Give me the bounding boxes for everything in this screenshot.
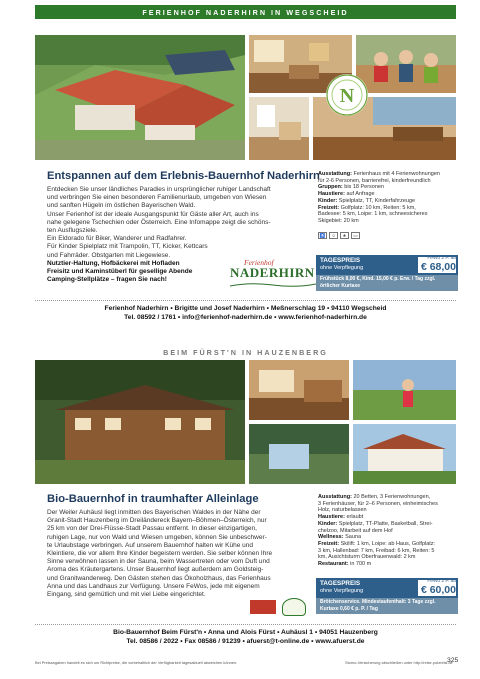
- section1-banner: [35, 5, 456, 19]
- section2-desc-line: Sinne verwöhnen lassen in der Sauna, beim Wassertreten oder vom Duft und: [47, 558, 270, 566]
- svg-text:N: N: [339, 85, 355, 107]
- fact-line: Ausstattung: Ferienhaus mit 4 Ferienwohnungen: [318, 171, 440, 177]
- farmhouse-exterior-photo: [353, 424, 456, 484]
- fact-line: Skigebiet: 20 km: [318, 217, 359, 224]
- section1-desc-line: Für Kinder Spielplatz mit Trampolin, TT, Kicker, Kettcars: [47, 243, 208, 251]
- fact-line: 3 Ferienhäuser, für 2–6 Personen, einheimisches: [318, 500, 438, 507]
- contact-line: Tel. 08592 / 1761 • info@ferienhof-naderhirn.de • www.ferienhof-naderhirn.de: [124, 314, 367, 321]
- section2-desc-line: und Granitwanderweg. Den Gästen stehen das Ökoholzhaus, das Ferienhaus: [47, 574, 271, 582]
- fact-line: Haustiere: auf Anfrage: [318, 191, 375, 198]
- section1-desc-line: ten Ausflugsziele.: [47, 227, 98, 235]
- child-icon: ☺: [329, 232, 338, 239]
- wooden-house-photo: [35, 360, 245, 484]
- fact-line: Ausstattung: 20 Betten, 3 Ferienwohnungen,: [318, 494, 431, 500]
- section2-facts: [318, 494, 458, 568]
- price-label: TAGESPREIS: [320, 257, 361, 264]
- farm-aerial-photo: [35, 35, 245, 160]
- section2-desc-line: Kleintiere, die vor allem Ihre Kinder begeistern werden. Sie selber können Ihre: [47, 550, 273, 558]
- section1-desc-line: Ein Eldorado für Biker, Wanderer und Radfahrer.: [47, 235, 187, 243]
- certification-logo-red: [250, 600, 276, 614]
- section2-desc-line: Der Weiler Auhäusl liegt inmitten des Bayerischen Waldes in der Nähe der: [47, 509, 261, 516]
- price-sub: ohne Verpflegung: [320, 265, 364, 271]
- section2-contact: [35, 624, 456, 646]
- section1-desc-bold-line: Camping-Stellplätze – fragen Sie nach!: [47, 276, 167, 284]
- section2-desc-line: Anna und das Landhaus zur Verfügung. Unsere FeWos, jede mit eigenem: [47, 582, 260, 590]
- footer-insurance: Storno-Versicherung abschließen unter http://reise.potzreisl.de: [345, 660, 453, 665]
- logo-text-main: NADERHIRN: [230, 265, 315, 280]
- section1-title: Entspannen auf dem Erlebnis-Bauernhof Naderhirn: [47, 170, 320, 182]
- section2-desc-line: Eingang, sind gemütlich und mit viel Liebe eingerichtet.: [47, 591, 206, 599]
- family-icon: ♣: [340, 232, 349, 239]
- section2-description: [47, 509, 309, 599]
- fact-line: Badesee: 5 km, Loipe: 1 km, schneesicheres: [318, 211, 428, 218]
- price-sub: ohne Verpflegung: [320, 588, 364, 594]
- section2-title: Bio-Bauernhof in traumhafter Alleinlage: [47, 493, 259, 505]
- section1-facts: [318, 171, 458, 225]
- section1-desc-line: und Fahrräder. Obstgarten mit Liegewiese.: [47, 251, 171, 259]
- family-photo: [356, 35, 456, 93]
- contact-line: Ferienhof Naderhirn • Brigitte und Josef Naderhirn • Meßnerschlag 19 • 94110 Wegscheid: [104, 305, 387, 312]
- fact-line: Holz, naturbelassen: [318, 507, 367, 514]
- fact-line: km, Ausichtsturm Oberfrauenwald: 2 km: [318, 554, 416, 561]
- price-label: TAGESPREIS: [320, 580, 361, 587]
- section2-banner: [35, 345, 456, 359]
- section1-desc-line: Entdecken Sie unser ländliches Paradies in ursprünglicher ruhiger Landschaft: [47, 186, 271, 193]
- fact-line: Restaurant: in 700 m: [318, 561, 372, 568]
- section1-desc-line: und sanften Hügeln im östlichen Bayerischen Wald.: [47, 202, 196, 210]
- fact-line: für 2-6 Personen, barrierefrei, kinderfreundlich: [318, 177, 431, 184]
- sauna-photo: [249, 424, 349, 484]
- footer-disclaimer: Bei Preisangaben handelt es sich um Richtpreise, die vorbehaltlich der Verfügbarkeit tagesaktuell abweichen können.: [35, 660, 238, 665]
- contact-line: Bio-Bauernhof Beim Fürst'n • Anna und Alois Fürst • Auhäusl 1 • 94051 Hauzenberg: [113, 629, 378, 636]
- section1-contact: [35, 300, 456, 322]
- child-playground-photo: [353, 360, 456, 420]
- section1-desc-line: Unser Ferienhof ist der ideale Ausgangspunkt für Gäste aller Art, auch ins: [47, 210, 259, 218]
- section2-banner-text: BEIM FÜRST'N IN HAUZENBERG: [163, 347, 328, 357]
- section2-desc-line: ruhigen Lage, nur von Wald und Wiesen umgeben, können Sie unbeschwer-: [47, 533, 267, 541]
- section1-banner-text: FERIENHOF NADERHIRN IN WEGSCHEID: [142, 7, 349, 17]
- fact-line: Kinder: Spielplatz, TT-Platte, Basketball, Strei-: [318, 520, 433, 527]
- certification-logo-green: [282, 598, 306, 616]
- fact-line: Wellness: Sauna: [318, 534, 362, 541]
- amenity-icons: [318, 232, 360, 239]
- bed-icon: ▭: [351, 232, 360, 239]
- apartment-interior-photo: [249, 97, 309, 160]
- section1-desc-line: nahe gelegene Tschechien oder Österreich. Eine Infomappe zeigt die schöns-: [47, 218, 271, 226]
- kitchen-photo: [249, 360, 349, 420]
- fact-line: Kinder: Spielplatz, TT, Kinderfahrzeuge: [318, 197, 416, 204]
- fact-line: Haustiere: erlaubt: [318, 514, 364, 521]
- fact-line: Freizeit: Skilift: 1 km, Loipe: ab Haus, Golfplatz:: [318, 540, 436, 547]
- section2-desc-line: te Urlaubstage verbringen. Auf unserem Bauernhof halten wir Kühe und: [47, 541, 253, 549]
- naderhirn-text-logo: [230, 258, 316, 290]
- contact-line: Tel. 08586 / 2022 • Fax 08586 / 91239 • afuerst@t-online.de • www.afuerst.de: [126, 638, 365, 645]
- naderhirn-round-logo: [326, 74, 368, 116]
- fact-line: Freizeit: Golfplatz: 10 km, Reiten: 5 km,: [318, 204, 416, 211]
- price-from: FeWo 2 P. ab: [427, 256, 456, 261]
- price-note: Frühstück 8,00 €, Kind. 15,00 € p. Erw. / Tag zzgl. örtlicher Kurtaxe: [316, 275, 458, 291]
- price-from: FeWo 2 P. ab: [427, 579, 456, 584]
- fact-line: Gruppen: bis 18 Personen: [318, 184, 385, 191]
- section2-desc-line: Aroma des Kräutergartens. Unser Bauernhof liegt außerdem am Goldsteig-: [47, 566, 264, 574]
- section1-desc-bold-line: Freisitz und Kaminstüberl für gesellige Abende: [47, 268, 193, 276]
- accessibility-icon: ♿: [319, 232, 326, 238]
- price-value: € 68,00: [420, 261, 456, 273]
- section1-desc-bold-line: Nutztier-Haltung, Hofbäckerei mit Hofladen: [47, 259, 180, 267]
- section2-desc-line: Granit-Stadt Hauzenberg im Dreiländereck Bayern–Böhmen–Österreich, nur: [47, 517, 267, 525]
- page-number: 325: [447, 657, 459, 664]
- section1-desc-line: und verbringen Sie einen besonderen Familienurlaub, umgeben von Wiesen: [47, 194, 267, 202]
- section2-price-box: [316, 578, 458, 614]
- logo-text-top: Ferienhof: [244, 258, 274, 267]
- price-value: € 60,00: [420, 584, 456, 596]
- price-note: Brötchenservice. Mindestaufenthalt: 3 Tage zzgl. Kurtaxe 0,60 € p. P. / Tag: [316, 598, 458, 614]
- fact-line: chelzoo, Mitarbeit auf dem Hof: [318, 527, 393, 534]
- section1-price-box: [316, 255, 458, 291]
- fact-line: 3 km, Hallenbad: 7 km, Freibad: 6 km, Reiten: 5: [318, 547, 435, 554]
- section2-desc-line: 25 km von der Drei-Flüsse-Stadt Passau entfernt. In dieser einzigartigen,: [47, 525, 257, 533]
